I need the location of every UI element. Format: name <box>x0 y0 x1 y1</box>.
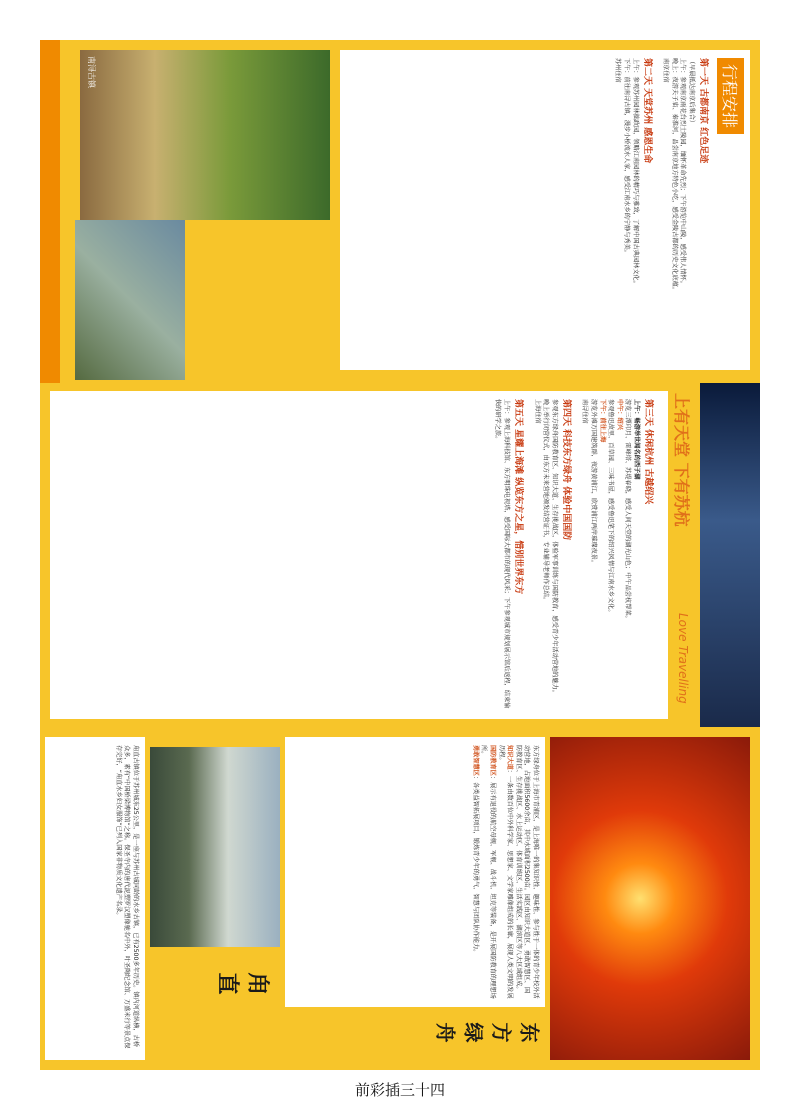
itinerary-text-box <box>340 50 750 370</box>
section3-label: 勇敢智慧区 <box>471 745 479 776</box>
day2-afternoon: 下午：前往南浔古镇，漫步小桥流水人家，感受江南水乡的宁静与秀美。 <box>623 58 631 256</box>
day3-subtitle: 上午：畅游举世闻名的西子湖 <box>633 399 640 480</box>
day3-heading: 第三天 休闲杭州 古越绍兴 <box>643 399 653 505</box>
section3-text: ：各类益智拓展项目，锻炼青少年的勇气、智慧与团队协作能力。 <box>471 775 479 956</box>
day3-afternoon: 参观鲁迅故里、百草园、三味书屋，感受鲁迅笔下的绍兴风情与江南水乡文化。 <box>607 399 615 616</box>
orange-stripe <box>40 40 60 383</box>
section1-label: 知识大道 <box>506 745 514 770</box>
luzhi-photo <box>150 747 280 947</box>
day4-body: 参观东方绿舟国防教育区、知识大道、生存挑战区，体验军事训练与国防教育，感受青少年活动营地的魅力。 <box>550 399 558 696</box>
stone-statues-photo <box>80 50 330 220</box>
day1-afternoon: 上午：参观南京雨花台烈士陵园，缅怀革命先烈；下午游览中山陵，感受伟人情怀。 <box>679 58 687 287</box>
page-number: 前彩插三十四 <box>354 1081 445 1099</box>
day5-heading: 第五天 星耀上海滩 纵览东方之星，惜别世界东方 <box>513 399 524 595</box>
itinerary-panel <box>40 40 760 383</box>
day2-heading: 第二天 天堂苏州 感恩生命 <box>641 58 652 164</box>
highlights-panel <box>40 383 760 727</box>
day1-evening: 晚上：夜游夫子庙、秦淮河，品尝南京地方特色小吃，感受金陵古都的历史文化底蕴。 <box>670 58 678 294</box>
section2-text: ：展示有退役的航空母舰、军舰、战斗机、坦克等装备，是开展国防教育的理想场所。 <box>480 745 497 999</box>
day3-evening: 游览外滩万国建筑群，夜游黄浦江，欣赏浦江两岸璀璨夜景。 <box>590 399 598 567</box>
destination-title-1: 东方绿舟 <box>428 1019 540 1043</box>
middle-title-en: Love Travelling <box>676 613 690 704</box>
highlights-text-box <box>50 391 668 719</box>
photo-caption: 南浔古镇 <box>87 56 96 88</box>
middle-title: 上有天堂 下有苏杭 <box>672 393 691 527</box>
day5-body: 上午：参观上海科技馆、东方明珠电视塔，感受国际大都市的现代风采；下午参观城市规划展示馆后返程，结束愉快的研学之旅。 <box>494 399 511 709</box>
water-town-photo <box>75 220 185 380</box>
luzhi-body: 甪直古镇位于苏州城东25公里，是一座与苏州古城同龄的水乡古镇，已有2500多年历史。镇内河道纵横，古桥众多，素有“中国桥梁博物馆”之称。保圣寺内的唐代泥塑罗汉塑像驰名中外，叶圣陶纪念馆、万盛米行等景点保存完好，“甪直水乡妇女服饰”已列入国家非物质文化遗产名录。 <box>114 745 139 1049</box>
day4-hotel: 上海住宿 <box>533 399 541 424</box>
day1-heading: 第一天 古都南京 红色足迹 <box>698 58 708 164</box>
dongfang-intro: 东方绿舟位于上海市青浦区，是上海唯一的集知识性、趣味性、参与性于一体的青少年校外活动营地，占地面积5600余亩，其中水域面积2500亩。园区由知识大道区、勇敢智慧区、国防教育区、生存挑战区、水上运动区、体育训练区、生活实践区、湖滨区等八大区域组成。 <box>514 745 539 999</box>
day3-afternoon-label: 中午：绍兴 <box>615 399 623 430</box>
sunset-photo <box>550 737 750 1060</box>
section2-label: 国防教育区 <box>489 745 497 776</box>
destinations-panel <box>40 727 760 1070</box>
luzhi-text-box <box>45 737 145 1060</box>
city-photos-strip <box>700 383 760 727</box>
rotated-brochure <box>40 40 760 1070</box>
day4-evening: 晚上举行闭营仪式，由东方未来营地颁发结营证书，专业辅导老师作总结。 <box>542 399 550 604</box>
day3-evening-label: 下午：前往上海 <box>598 399 606 443</box>
day4-heading: 第四天 科技东方绿舟 体验中国国防 <box>560 399 571 541</box>
dongfang-text-box <box>285 737 545 1007</box>
section-title: 行程安排 <box>717 58 744 134</box>
section1-text: ：一条由数百位中外科学家、思想家、文学家雕像组成的长廊，展现人类文明的发展历程。 <box>497 745 514 999</box>
day2-morning: 上午：参观苏州园林拙政园，领略江南园林的精巧与雅致，了解中国古典园林文化。 <box>631 58 639 287</box>
day2-hotel: 苏州住宿 <box>614 58 622 83</box>
day3-body: 游览三潭印月、雷峰塔、苏堤春晓，感受人间天堂的湖光山色；中午品尝杭帮菜。 <box>624 399 632 622</box>
day1-hotel: 南京住宿 <box>662 58 670 83</box>
day3-hotel: 南浔住宿 <box>581 399 589 424</box>
destination-title-2: 甪直 <box>210 969 270 995</box>
day1-line1: （早晨抵达南京后集合） <box>688 58 695 127</box>
